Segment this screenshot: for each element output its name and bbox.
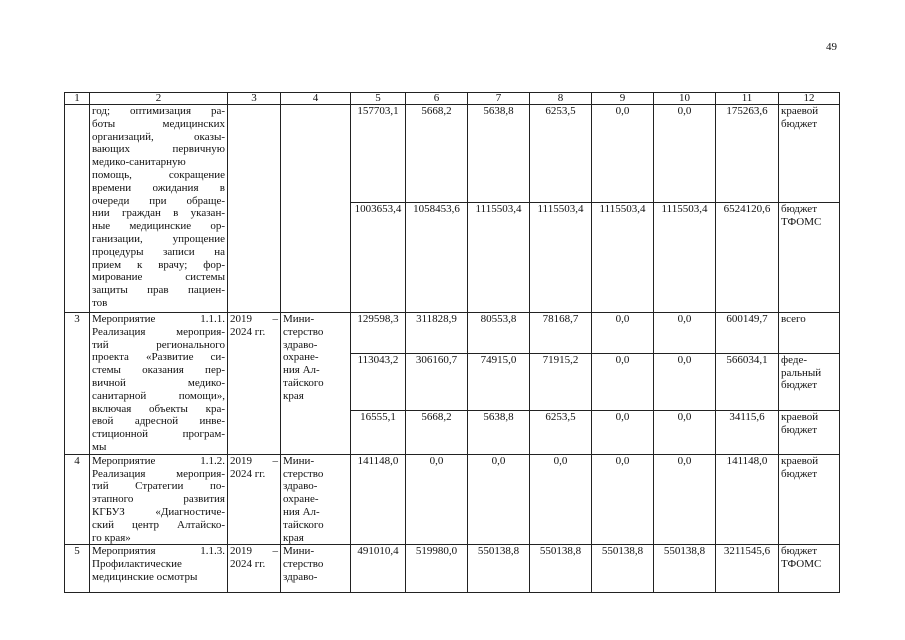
column-number-3: 3	[228, 93, 281, 105]
funding-source-line: феде-	[781, 353, 808, 366]
value-cell: 6253,5	[530, 105, 592, 203]
value-cell: 113043,2	[351, 353, 406, 410]
value-cell: 311828,9	[406, 313, 468, 354]
value-cell: 0,0	[468, 454, 530, 545]
row-number-cell	[65, 105, 90, 313]
cell-line: Реализация мероприя-	[92, 325, 225, 338]
executor-cell	[281, 313, 351, 455]
value-cell: 1003653,4	[351, 203, 406, 313]
funding-source-line: бюджет	[781, 203, 817, 215]
value-cell: 0,0	[592, 411, 654, 455]
value-cell: 550138,8	[592, 545, 654, 593]
funding-source-line: бюджет	[781, 117, 817, 130]
column-number-8: 8	[530, 93, 592, 105]
value-cell: 550138,8	[530, 545, 592, 593]
funding-source-line: ТФОМС	[781, 558, 822, 571]
value-cell: 0,0	[654, 411, 716, 455]
cell-line: Мини-	[283, 454, 315, 467]
cell-line: год; оптимизация ра-	[92, 105, 225, 117]
value-cell: 71915,2	[530, 353, 592, 410]
column-number-12: 12	[779, 93, 840, 105]
cell-line: Реализация мероприя-	[92, 467, 225, 480]
value-cell: 129598,3	[351, 313, 406, 354]
column-number-1: 1	[65, 93, 90, 105]
cell-line: края	[283, 389, 304, 402]
column-number-9: 9	[592, 93, 654, 105]
value-cell: 141148,0	[716, 454, 779, 545]
funding-source-cell	[779, 411, 840, 455]
funding-source-cell	[779, 313, 840, 354]
period-cell	[228, 545, 281, 593]
activity-name-cell	[90, 454, 228, 545]
activity-name-cell	[90, 105, 228, 313]
column-number-2: 2	[90, 93, 228, 105]
table-row	[65, 454, 840, 545]
cell-line: охране-	[283, 351, 319, 364]
column-number-6: 6	[406, 93, 468, 105]
cell-line: вичной медико-	[92, 376, 225, 389]
cell-line: процедуры записи на	[92, 245, 225, 258]
value-cell: 1058453,6	[406, 203, 468, 313]
cell-line: Мероприятия 1.1.3.	[92, 545, 225, 558]
column-number-4: 4	[281, 93, 351, 105]
table-row	[65, 105, 840, 203]
executor-cell	[281, 105, 351, 313]
column-number-11: 11	[716, 93, 779, 105]
row-number-cell: 5	[65, 545, 90, 593]
cell-line: медико-санитарную	[92, 156, 186, 169]
funding-source-line: краевой	[781, 454, 819, 467]
funding-source-cell	[779, 545, 840, 593]
cell-line: Мероприятие 1.1.1.	[92, 313, 225, 325]
column-number-7: 7	[468, 93, 530, 105]
value-cell: 5638,8	[468, 411, 530, 455]
cell-line: Мини-	[283, 545, 315, 558]
cell-line: здраво-	[283, 338, 318, 351]
cell-line: стерство	[283, 467, 324, 480]
cell-line: края	[283, 531, 304, 544]
value-cell: 0,0	[592, 353, 654, 410]
cell-line: тайского	[283, 518, 324, 531]
activity-name-cell	[90, 313, 228, 455]
cell-line: этапного развития	[92, 493, 225, 506]
value-cell: 566034,1	[716, 353, 779, 410]
cell-line: 2024 гг.	[230, 467, 266, 480]
value-cell: 157703,1	[351, 105, 406, 203]
funding-source-line: краевой	[781, 105, 819, 117]
funding-source-line: всего	[781, 313, 806, 325]
value-cell: 5668,2	[406, 105, 468, 203]
value-cell: 0,0	[654, 353, 716, 410]
cell-line: 2024 гг.	[230, 325, 266, 338]
cell-line: 2019 –	[230, 313, 278, 325]
value-cell: 78168,7	[530, 313, 592, 354]
activity-name-cell	[90, 545, 228, 593]
funding-source-line: ральный	[781, 366, 822, 379]
value-cell: 1115503,4	[468, 203, 530, 313]
cell-line: ганизации, упрощение	[92, 232, 225, 245]
page-number: 49	[826, 41, 837, 53]
column-number-5: 5	[351, 93, 406, 105]
value-cell: 16555,1	[351, 411, 406, 455]
value-cell: 306160,7	[406, 353, 468, 410]
cell-line: ные медицинские ор-	[92, 220, 225, 233]
cell-line: ния Ал-	[283, 505, 320, 518]
cell-line: медицинские осмотры	[92, 570, 198, 583]
cell-line: мирование системы	[92, 271, 225, 284]
period-cell	[228, 313, 281, 455]
executor-cell	[281, 545, 351, 593]
cell-line: проекта «Развитие си-	[92, 351, 225, 364]
funding-source-line: бюджет	[781, 467, 817, 480]
value-cell: 0,0	[406, 454, 468, 545]
value-cell: 550138,8	[654, 545, 716, 593]
program-table	[64, 92, 840, 593]
value-cell: 0,0	[592, 313, 654, 354]
cell-line: стерство	[283, 558, 324, 571]
cell-line: нии граждан в указан-	[92, 207, 225, 220]
cell-line: тов	[92, 296, 108, 309]
value-cell: 0,0	[654, 105, 716, 203]
cell-line: здраво-	[283, 480, 318, 493]
value-cell: 491010,4	[351, 545, 406, 593]
cell-line: санитарной помощи»,	[92, 389, 225, 402]
value-cell: 0,0	[530, 454, 592, 545]
value-cell: 141148,0	[351, 454, 406, 545]
value-cell: 175263,6	[716, 105, 779, 203]
cell-line: организаций, оказы-	[92, 130, 225, 143]
funding-source-cell	[779, 353, 840, 410]
funding-source-line: ТФОМС	[781, 215, 822, 228]
value-cell: 0,0	[654, 313, 716, 354]
funding-source-cell	[779, 203, 840, 313]
value-cell: 74915,0	[468, 353, 530, 410]
cell-line: ский центр Алтайско-	[92, 518, 225, 531]
value-cell: 6524120,6	[716, 203, 779, 313]
value-cell: 5668,2	[406, 411, 468, 455]
value-cell: 1115503,4	[592, 203, 654, 313]
cell-line: охране-	[283, 493, 319, 506]
value-cell: 3211545,6	[716, 545, 779, 593]
cell-line: боты медицинских	[92, 117, 225, 130]
cell-line: Профилактические	[92, 558, 182, 571]
funding-source-line: бюджет	[781, 545, 817, 558]
table-row	[65, 545, 840, 593]
value-cell: 6253,5	[530, 411, 592, 455]
cell-line: КГБУЗ «Диагностиче-	[92, 505, 225, 518]
cell-line: тайского	[283, 376, 324, 389]
cell-line: го края»	[92, 531, 131, 544]
cell-line: тий Стратегии по-	[92, 480, 225, 493]
cell-line: вающих первичную	[92, 143, 225, 156]
column-number-10: 10	[654, 93, 716, 105]
period-cell	[228, 105, 281, 313]
cell-line: помощь, сокращение	[92, 168, 225, 181]
cell-line: тий регионального	[92, 338, 225, 351]
cell-line: времени ожидания в	[92, 181, 225, 194]
row-number-cell: 4	[65, 454, 90, 545]
funding-source-line: краевой	[781, 411, 819, 424]
row-number-cell: 3	[65, 313, 90, 455]
cell-line: 2024 гг.	[230, 558, 266, 571]
cell-line: Мини-	[283, 313, 315, 325]
table-row	[65, 313, 840, 354]
cell-line: мы	[92, 440, 107, 453]
cell-line: ния Ал-	[283, 364, 320, 377]
cell-line: стемы оказания пер-	[92, 364, 225, 377]
period-cell	[228, 454, 281, 545]
value-cell: 0,0	[592, 105, 654, 203]
value-cell: 1115503,4	[654, 203, 716, 313]
value-cell: 0,0	[654, 454, 716, 545]
value-cell: 80553,8	[468, 313, 530, 354]
cell-line: стиционной програм-	[92, 428, 225, 441]
executor-cell	[281, 454, 351, 545]
funding-source-cell	[779, 454, 840, 545]
cell-line: очереди при обраще-	[92, 194, 225, 207]
cell-line: защиты прав пациен-	[92, 284, 225, 297]
value-cell: 1115503,4	[530, 203, 592, 313]
column-number-row	[65, 93, 840, 105]
cell-line: 2019 –	[230, 545, 278, 558]
funding-source-cell	[779, 105, 840, 203]
funding-source-line: бюджет	[781, 423, 817, 436]
value-cell: 519980,0	[406, 545, 468, 593]
value-cell: 550138,8	[468, 545, 530, 593]
cell-line: 2019 –	[230, 454, 278, 467]
cell-line: Мероприятие 1.1.2.	[92, 454, 225, 467]
cell-line: евой адресной инве-	[92, 415, 225, 428]
cell-line: стерство	[283, 325, 324, 338]
cell-line: здраво-	[283, 570, 318, 583]
value-cell: 34115,6	[716, 411, 779, 455]
cell-line: включая объекты кра-	[92, 402, 225, 415]
value-cell: 600149,7	[716, 313, 779, 354]
table-body	[65, 93, 840, 593]
cell-line: прием к врачу; фор-	[92, 258, 225, 271]
value-cell: 0,0	[592, 454, 654, 545]
value-cell: 5638,8	[468, 105, 530, 203]
funding-source-line: бюджет	[781, 379, 817, 392]
